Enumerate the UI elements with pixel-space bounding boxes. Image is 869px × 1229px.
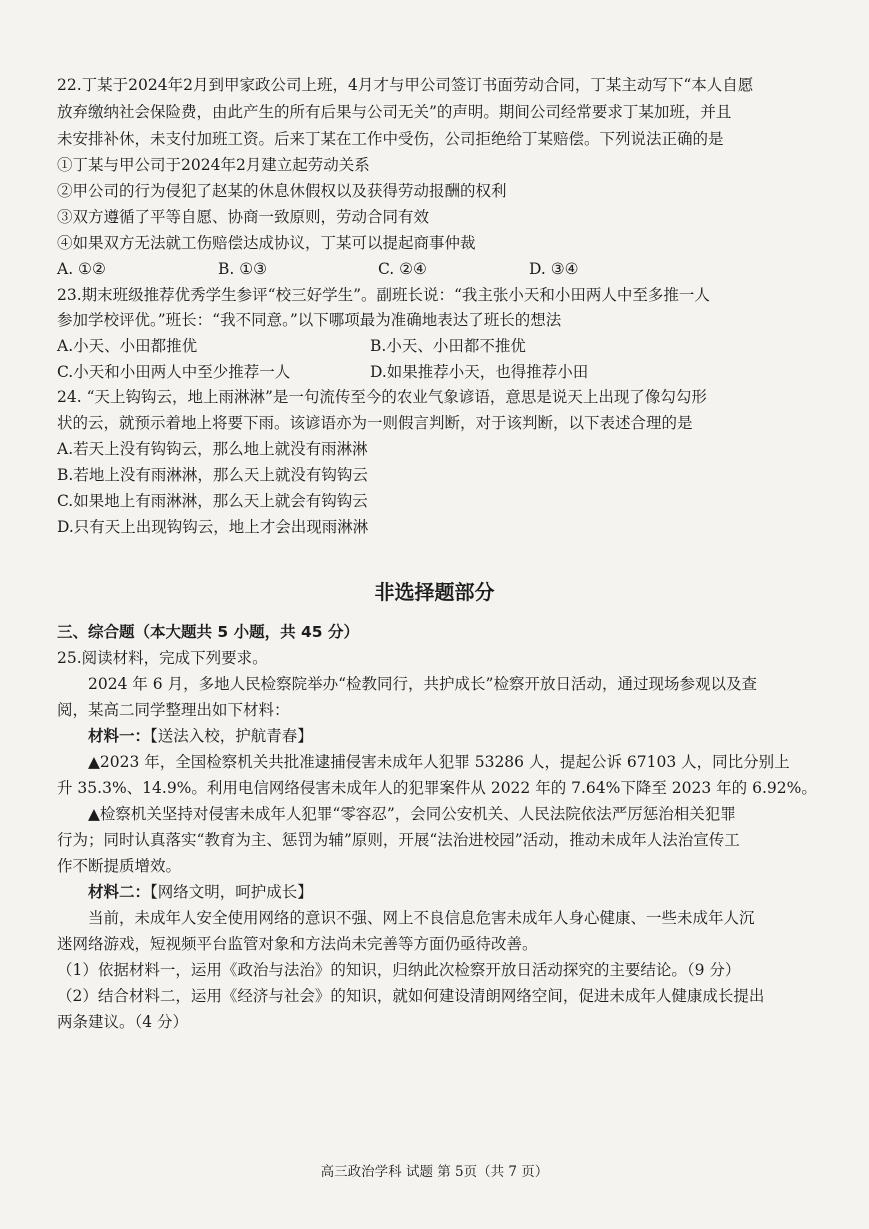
q25-sub2-line-2: 两条建议。（4 分）	[57, 1013, 189, 1031]
q22-stem-line-3: 未安排补休，未支付加班工资。后来丁某在工作中受伤，公司拒绝给丁某赔偿。下列说法正确的是	[57, 130, 724, 148]
material-1-label: 材料一：	[88, 727, 151, 745]
material-2-p-line-1: 当前，未成年人安全使用网络的意识不强、网上不良信息危害未成年人身心健康、一些未成年人沉	[88, 909, 755, 927]
q25-para1-line-1: 2024 年 6 月，多地人民检察院举办“检教同行，共护成长”检察开放日活动，通过现场参观以及查	[88, 675, 757, 693]
q22-statement-4: ④如果双方无法就工伤赔偿达成协议，丁某可以提起商事仲裁	[57, 234, 476, 252]
material-1-p2-line-3: 作不断提质增效。	[57, 857, 182, 875]
q24-option-d: D.只有天上出现钩钩云，地上才会出现雨淋淋	[57, 518, 369, 536]
q22-option-c: C. ②④	[378, 260, 427, 278]
q22-option-a: A. ①②	[57, 260, 106, 278]
q22-stem-line-2: 放弃缴纳社会保险费，由此产生的所有后果与公司无关”的声明。期间公司经常要求丁某加班，并且	[57, 103, 732, 121]
material-2-heading	[88, 879, 817, 905]
material-1-heading	[88, 723, 817, 749]
section-title: 非选择题部分	[374, 580, 495, 604]
q24-option-b: B.若地上没有雨淋淋，那么天上就没有钩钩云	[57, 466, 368, 484]
q25-intro: 25.阅读材料，完成下列要求。	[57, 649, 268, 667]
material-1-p1-line-1: ▲2023 年，全国检察机关共批准逮捕侵害未成年人犯罪 53286 人，提起公诉 67103 人，同比分别上	[88, 753, 790, 771]
material-1-p2-line-1: ▲检察机关坚持对侵害未成年人犯罪“零容忍”，会同公安机关、人民法院依法严厉惩治相关犯罪	[88, 805, 736, 823]
q23-stem-line-2: 参加学校评优。”班长：“我不同意。”以下哪项最为准确地表达了班长的想法	[57, 311, 562, 329]
page-footer: 高三政治学科 试题 第 5页（共 7 页）	[320, 1164, 549, 1180]
part3-heading: 三、综合题（本大题共 5 小题，共 45 分）	[57, 623, 359, 641]
q23-option-a: A.小天、小田都推优	[57, 337, 198, 355]
material-2-title: 【网络文明，呵护成长】	[150, 883, 313, 901]
q22-option-d: D. ③④	[529, 260, 579, 278]
q24-stem-line-2: 状的云，就预示着地上将要下雨。该谚语亦为一则假言判断，对于该判断，以下表述合理的是	[57, 414, 693, 432]
material-1-title: 【送法入校，护航青春】	[150, 727, 313, 745]
material-1-p1-line-2: 升 35.3%、14.9%。利用电信网络侵害未成年人的犯罪案件从 2022 年的 7.64%下降至 2023 年的 6.92%。	[57, 779, 817, 797]
material-2-p-line-2: 迷网络游戏，短视频平台监管对象和方法尚未完善等方面仍亟待改善。	[57, 935, 538, 953]
material-1-p2-line-2: 行为；同时认真落实“教育为主、惩罚为辅”原则，开展“法治进校园”活动，推动未成年人法治宣传工	[57, 831, 740, 849]
q24-option-a: A.若天上没有钩钩云，那么地上就没有雨淋淋	[57, 440, 368, 458]
q25-sub1: （1）依据材料一，运用《政治与法治》的知识，归纳此次检察开放日活动探究的主要结论。（9 分）	[57, 961, 741, 979]
q23-option-b: B.小天、小田都不推优	[370, 337, 526, 355]
q23-stem-line-1: 23.期末班级推荐优秀学生参评“校三好学生”。副班长说：“我主张小天和小田两人中至多推一人	[57, 286, 710, 304]
q23-option-d: D.如果推荐小天，也得推荐小田	[370, 363, 589, 381]
q24-stem-line-1: 24. “天上钩钩云，地上雨淋淋”是一句流传至今的农业气象谚语，意思是说天上出现了像勾勾形	[57, 388, 707, 406]
q25-sub2-line-1: （2）结合材料二，运用《经济与社会》的知识，就如何建设清朗网络空间，促进未成年人健康成长提出	[57, 987, 765, 1005]
q24-option-c: C.如果地上有雨淋淋，那么天上就会有钩钩云	[57, 492, 368, 510]
q22-statement-2: ②甲公司的行为侵犯了赵某的休息休假权以及获得劳动报酬的权利	[57, 182, 507, 200]
material-2-label: 材料二：	[88, 883, 151, 901]
q22-statement-3: ③双方遵循了平等自愿、协商一致原则，劳动合同有效	[57, 208, 430, 226]
q22-statement-1: ①丁某与甲公司于2024年2月建立起劳动关系	[57, 156, 370, 174]
q25-para1-line-2: 阅，某高二同学整理出如下材料：	[57, 701, 290, 719]
q22-option-b: B. ①③	[218, 260, 268, 278]
q23-option-c: C.小天和小田两人中至少推荐一人	[57, 363, 291, 381]
q22-stem-line-1: 22.丁某于2024年2月到甲家政公司上班，4月才与甲公司签订书面劳动合同，丁某主动写下“本人自愿	[57, 76, 754, 94]
